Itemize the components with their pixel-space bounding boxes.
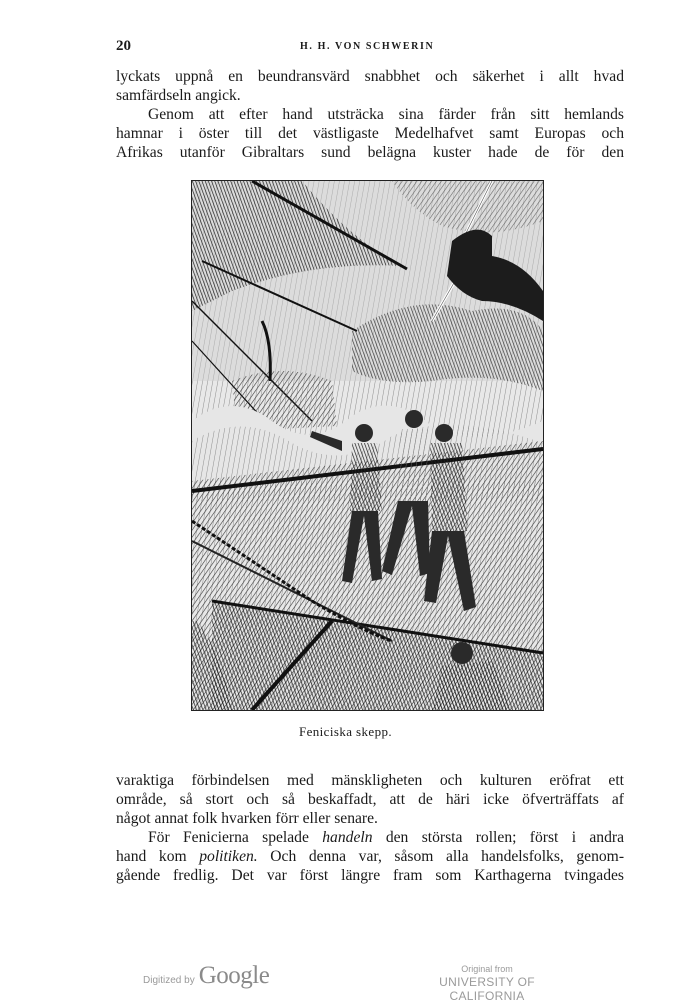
text-segment: hand kom: [116, 848, 187, 865]
institution-name: UNIVERSITY OF CALIFORNIA: [439, 975, 535, 1003]
top-paragraphs: [116, 67, 624, 162]
text-line: varaktiga förbindelsen med mänskligheten och kulturen eröfrat ett: [116, 772, 624, 789]
original-from-label: Original from: [461, 964, 513, 974]
original-source: [412, 964, 562, 1003]
text-segment: Och denna var, såsom alla handelsfolks, genom-: [270, 848, 625, 865]
text-line: område, så stort och så beskaffadt, att de häri icke öfverträffats af: [116, 791, 624, 808]
digitized-label: Digitized by: [143, 975, 195, 986]
google-logo: Google: [198, 962, 270, 989]
figure-caption: Feniciska skepp.: [298, 724, 393, 739]
running-head: H. H. VON SCHWERIN: [300, 41, 435, 52]
ship-engraving: [191, 180, 544, 711]
text-line: hamnar i öster till det västligaste Medelhafvet samt Europas och: [116, 125, 624, 142]
text-line: [116, 847, 624, 866]
text-line: Afrikas utanför Gibraltars sund belägna kuster hade de för den: [116, 144, 624, 161]
text-segment: den största rollen; först i andra: [385, 829, 624, 846]
text-line: [116, 828, 624, 847]
emphasis-handeln: handeln: [322, 829, 373, 846]
text-line: gående fredlig. Det var först längre fram som Karthagerna tvingades: [116, 867, 624, 884]
page-number: 20: [116, 38, 131, 54]
text-line: samfärdseln angick.: [116, 87, 241, 104]
bottom-paragraphs: [116, 771, 624, 885]
text-line: Genom att efter hand utsträcka sina färder från sitt hemlands: [148, 106, 624, 123]
text-line: lyckats uppnå en beundransvärd snabbhet och säkerhet i allt hvad: [116, 68, 624, 85]
text-segment: För Fenicierna spelade: [148, 829, 309, 846]
emphasis-politiken: politiken.: [199, 848, 258, 865]
ship-engraving-drawing: [192, 181, 543, 710]
digitized-by-google: [143, 962, 269, 990]
text-line: något annat folk hvarken förr eller senare.: [116, 810, 378, 827]
